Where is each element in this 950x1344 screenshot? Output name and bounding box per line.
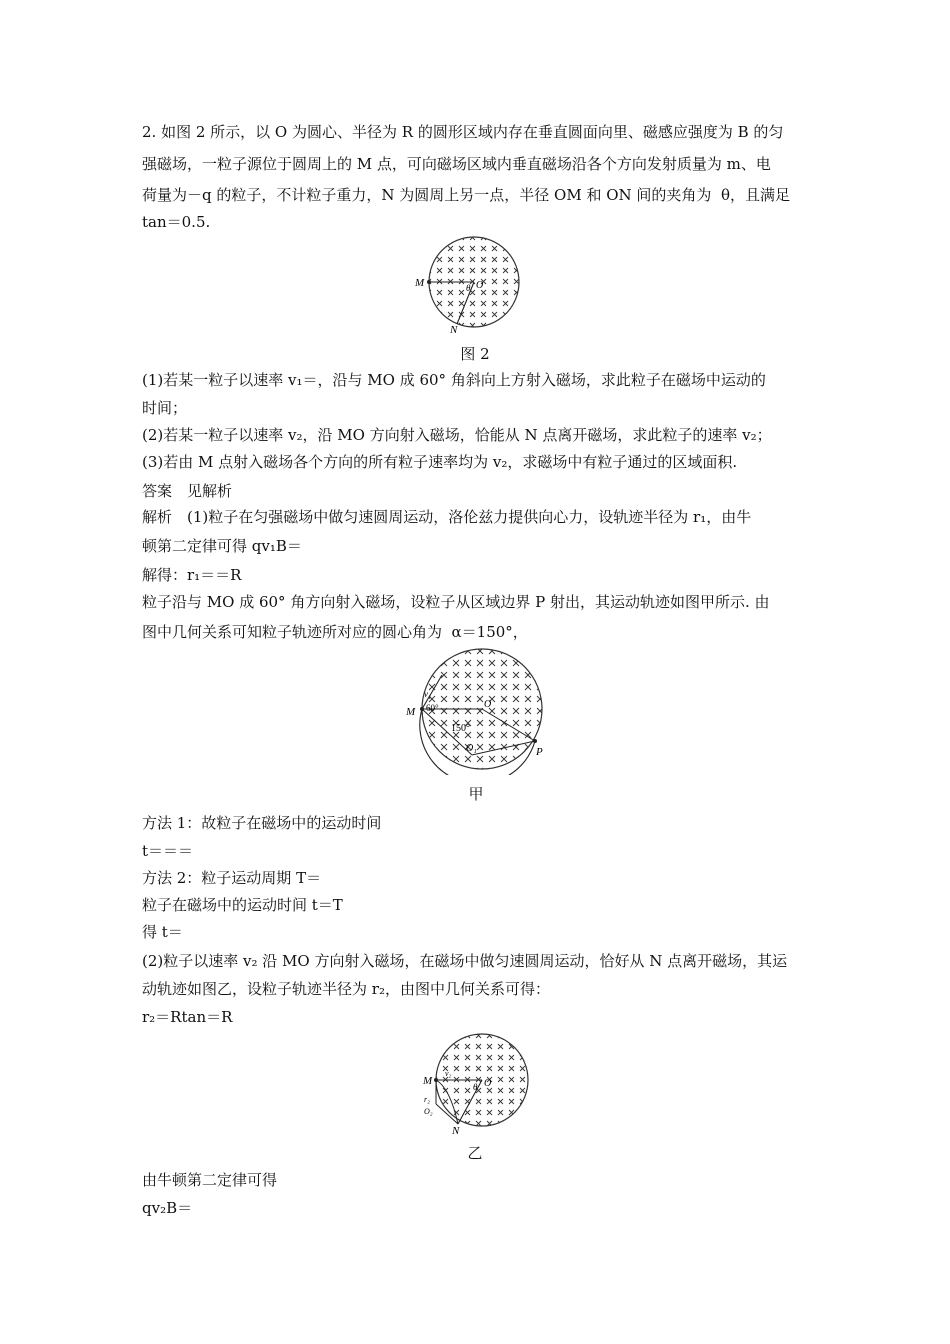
figure-jia-caption: 甲 xyxy=(468,785,484,803)
label-n-yi: N xyxy=(452,1125,460,1137)
analysis-line-1: 解析 (1)粒子在匀强磁场中做匀速圆周运动，洛伦兹力提供向心力，设轨迹半径为 r₁，由牛 xyxy=(142,508,752,526)
part3-line-2: qv₂B＝ xyxy=(142,1199,193,1217)
method-1: 方法 1：故粒子在磁场中的运动时间 xyxy=(142,814,382,832)
figure-jia xyxy=(402,645,562,775)
question-3: (3)若由 M 点射入磁场各个方向的所有粒子速率均为 v₂，求磁场中有粒子通过的区域面积. xyxy=(142,453,738,471)
method-2-time: 粒子在磁场中的运动时间 t＝T xyxy=(142,896,343,914)
label-m-yi: M xyxy=(423,1075,433,1087)
label-p: P xyxy=(536,746,543,758)
figure-yi-caption: 乙 xyxy=(467,1144,483,1162)
label-o-jia: O xyxy=(484,699,492,710)
problem-line-4: tan＝0.5. xyxy=(142,213,211,231)
analysis-line-3: 解得：r₁＝＝R xyxy=(142,566,242,584)
figure-2 xyxy=(412,232,542,342)
label-o2: O₂ xyxy=(424,1107,433,1116)
label-o: O xyxy=(476,280,484,291)
label-m: M xyxy=(415,277,425,289)
part2-line-1: (2)粒子以速率 v₂ 沿 MO 方向射入磁场，在磁场中做匀速圆周运动，恰好从 N 点离开磁场，其运 xyxy=(142,952,788,970)
part2-line-2: 动轨迹如图乙，设粒子轨迹半径为 r₂，由图中几何关系可得： xyxy=(142,980,550,998)
figure-2-caption: 图 2 xyxy=(460,345,490,363)
label-o-yi: O xyxy=(484,1078,492,1089)
method-2: 方法 2：粒子运动周期 T＝ xyxy=(142,869,322,887)
figure-yi xyxy=(418,1030,538,1140)
question-2: (2)若某一粒子以速率 v₂，沿 MO 方向射入磁场，恰能从 N 点离开磁场，求此粒子的速率 v₂； xyxy=(142,426,772,444)
analysis-line-2: 顿第二定律可得 qv₁B＝ xyxy=(142,537,302,555)
label-n: N xyxy=(450,324,458,336)
label-theta-yi: θ xyxy=(473,1082,478,1092)
label-60: 60° xyxy=(426,703,439,713)
answer-line: 答案 见解析 xyxy=(142,482,233,500)
question-1-line-2: 时间； xyxy=(142,399,188,417)
method-2-result: 得 t＝ xyxy=(142,923,183,941)
problem-line-3: 荷量为－q 的粒子，不计粒子重力，N 为圆周上另一点，半径 OM 和 ON 间的夹角为 θ，且满足 xyxy=(142,186,790,204)
question-1-line-1: (1)若某一粒子以速率 v₁＝，沿与 MO 成 60° 角斜向上方射入磁场，求此粒子在磁场中运动的 xyxy=(142,371,766,389)
label-m-jia: M xyxy=(406,706,416,718)
label-r2: r₂ xyxy=(424,1095,430,1104)
problem-line-1: 2. 如图 2 所示，以 O 为圆心、半径为 R 的圆形区域内存在垂直圆面向里、磁感应强度为 B 的匀 xyxy=(142,123,784,141)
label-v1: v₁ xyxy=(424,689,432,699)
part2-line-3: r₂＝Rtan＝R xyxy=(142,1008,233,1026)
analysis-line-4: 粒子沿与 MO 成 60° 角方向射入磁场，设粒子从区域边界 P 射出，其运动轨迹如图甲所示. 由 xyxy=(142,593,770,611)
label-o1: O₁ xyxy=(466,743,477,754)
problem-line-2: 强磁场，一粒子源位于圆周上的 M 点，可向磁场区域内垂直磁场沿各个方向发射质量为 m、电 xyxy=(142,155,771,173)
part3-line-1: 由牛顿第二定律可得 xyxy=(142,1171,278,1189)
label-150: 150° xyxy=(451,723,470,734)
label-theta: θ xyxy=(466,283,471,293)
analysis-line-5: 图中几何关系可知粒子轨迹所对应的圆心角为 α＝150°， xyxy=(142,623,528,641)
label-v2: v₂ xyxy=(445,1069,452,1078)
method-1-formula: t＝＝＝ xyxy=(142,842,194,860)
